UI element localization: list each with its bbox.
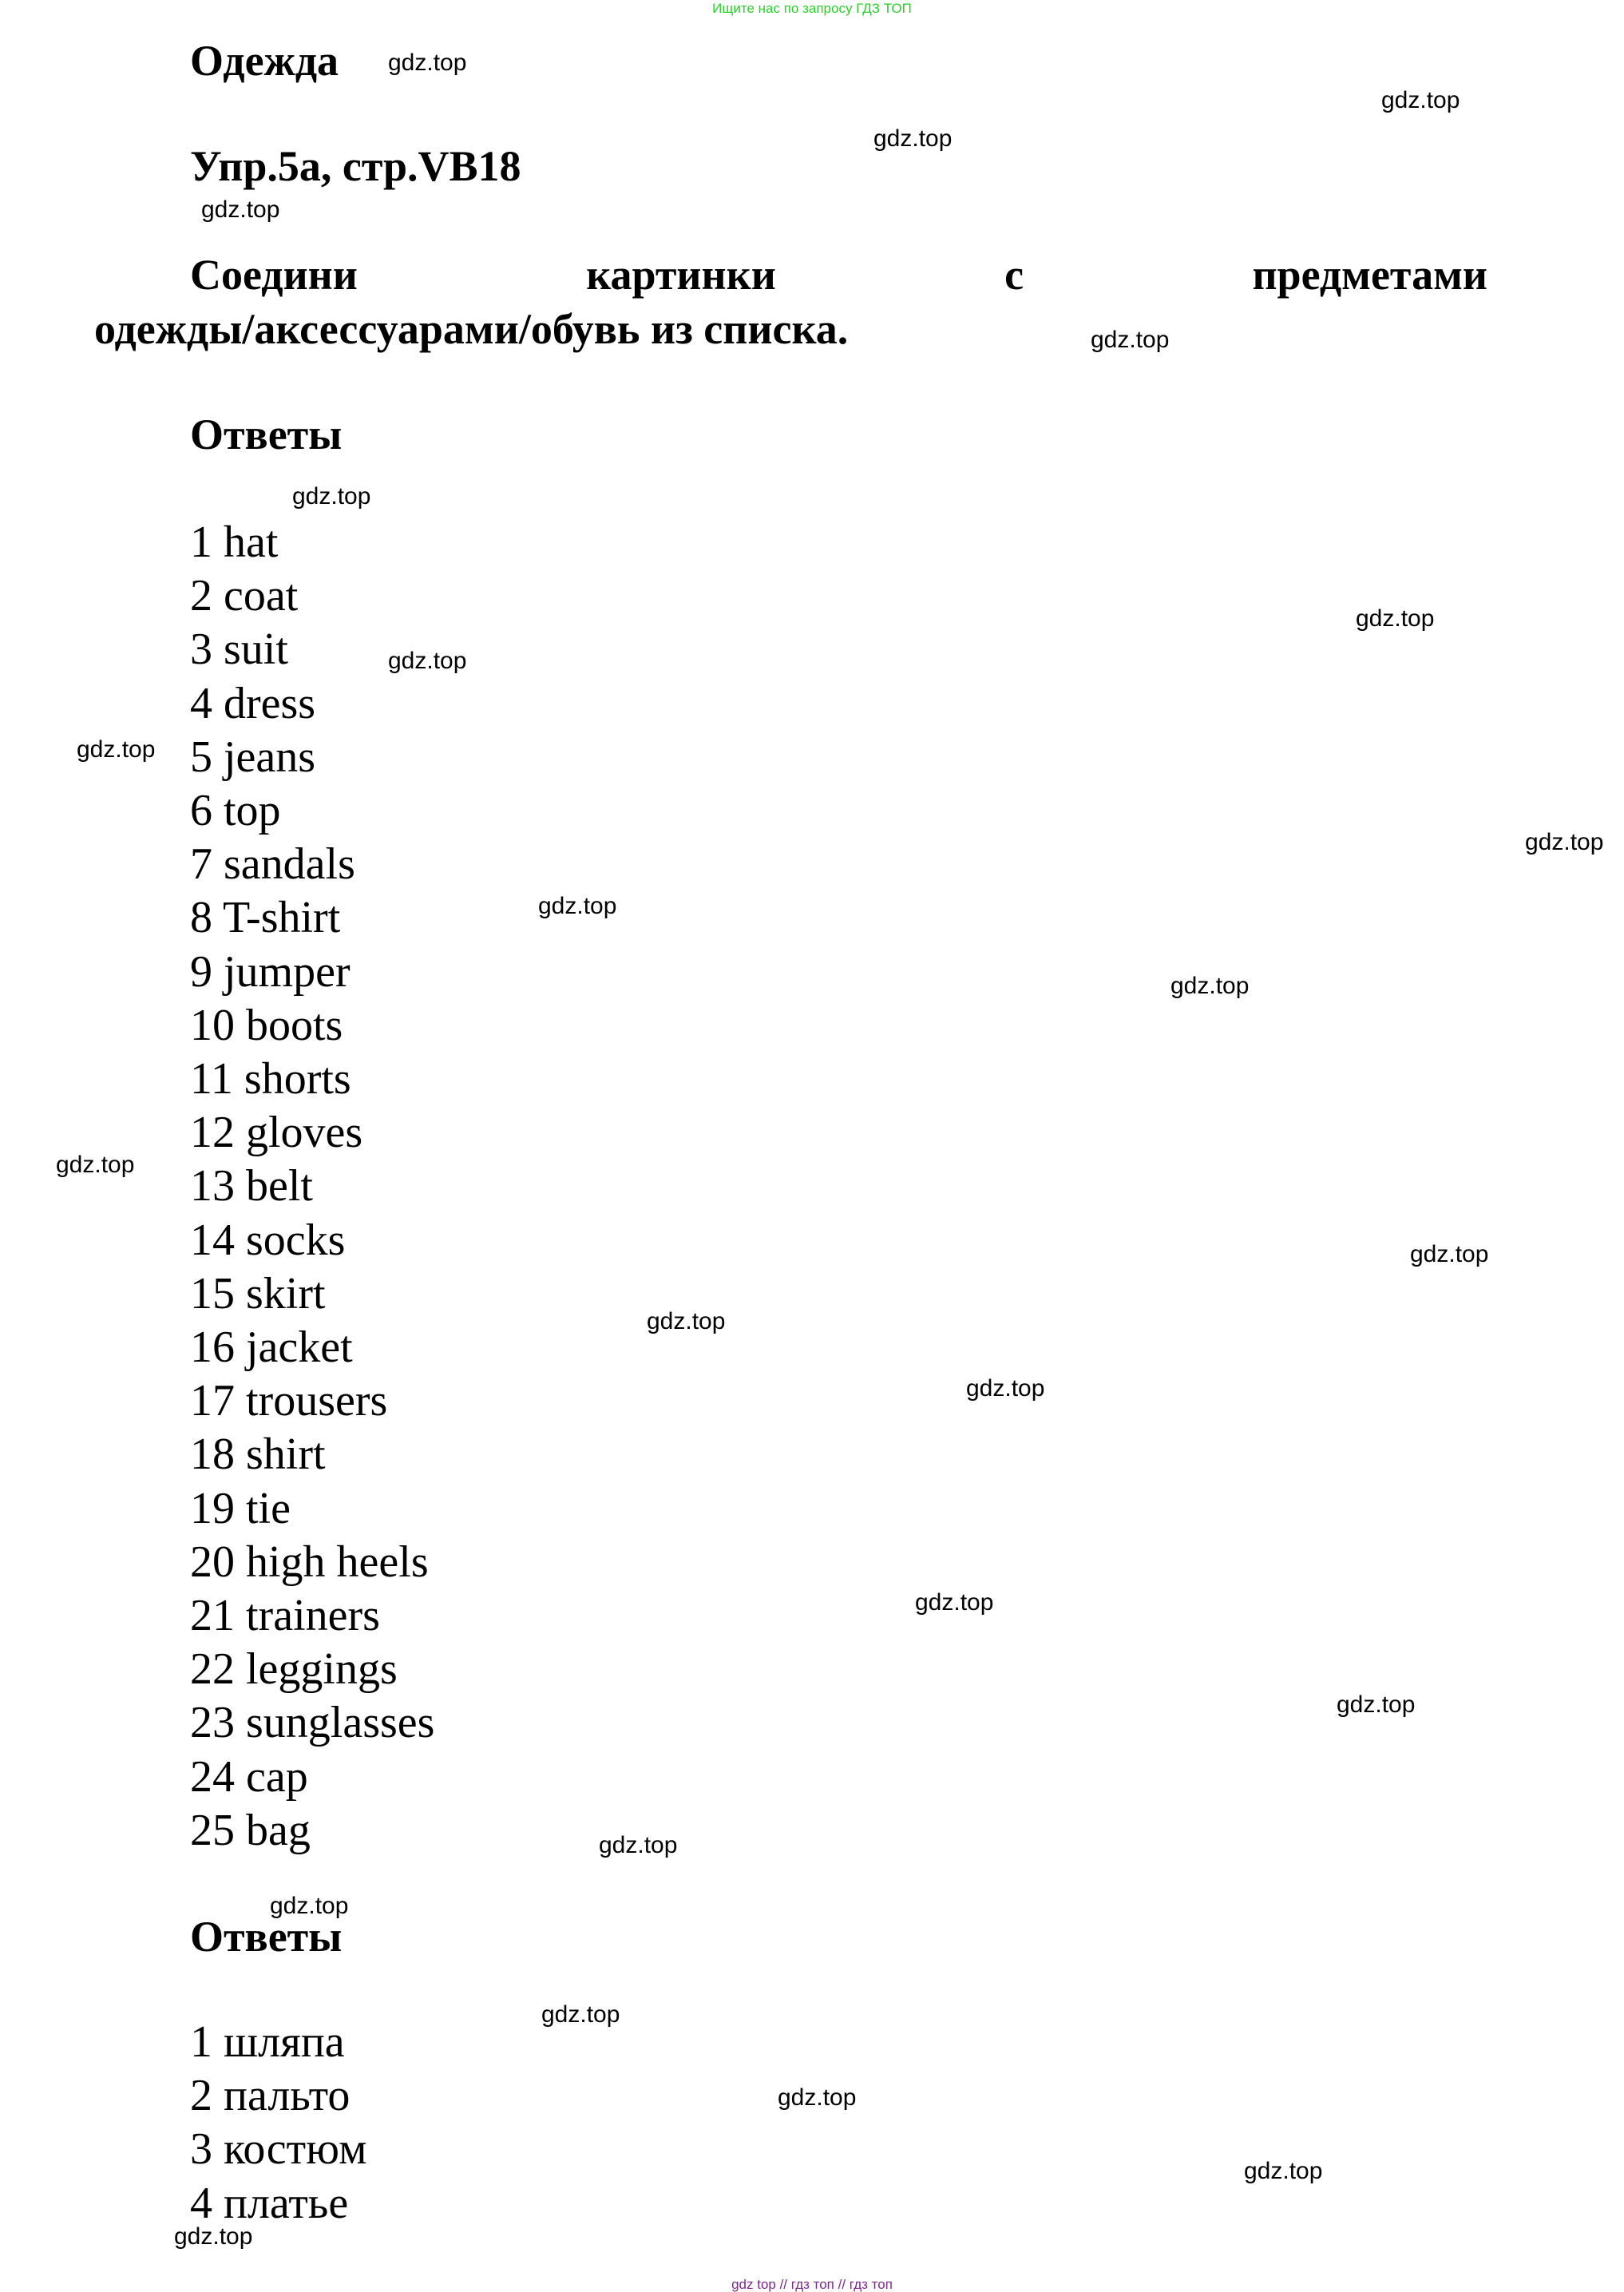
list-item: 8 T-shirt	[190, 893, 341, 943]
instruction-line-2: одежды/аксессуарами/обувь из списка.	[94, 305, 849, 353]
answers-list-en	[190, 516, 434, 1858]
watermark: gdz.top	[1091, 327, 1170, 353]
watermark: gdz.top	[873, 125, 953, 152]
list-item: 19 tie	[190, 1483, 291, 1533]
watermark: gdz.top	[270, 1893, 349, 1919]
watermark: gdz.top	[1244, 2158, 1323, 2184]
instruction-word: с	[1004, 251, 1024, 299]
watermark: gdz.top	[292, 483, 371, 510]
watermark: gdz.top	[56, 1152, 135, 1178]
watermark: gdz.top	[599, 1832, 678, 1858]
list-item: 9 jumper	[190, 946, 351, 997]
watermark: gdz.top	[1170, 973, 1250, 999]
watermark: gdz.top	[388, 50, 467, 76]
list-item: 14 socks	[190, 1215, 346, 1265]
watermark: gdz.top	[174, 2223, 253, 2250]
list-item: 25 bag	[190, 1805, 311, 1855]
watermark: gdz.top	[1525, 829, 1604, 855]
instruction-word: картинки	[586, 251, 776, 299]
watermark: gdz.top	[77, 736, 156, 763]
list-item: 11 shorts	[190, 1054, 351, 1104]
list-item: 15 skirt	[190, 1268, 326, 1318]
answers-heading-en: Ответы	[190, 410, 343, 458]
list-item: 3 suit	[190, 625, 288, 675]
list-item: 3 костюм	[190, 2124, 367, 2175]
watermark: gdz.top	[915, 1589, 994, 1616]
watermark: gdz.top	[541, 2001, 620, 2028]
watermark: gdz.top	[388, 648, 467, 674]
list-item: 1 hat	[190, 517, 279, 567]
instruction-text	[94, 248, 1487, 356]
list-item: 6 top	[190, 786, 281, 836]
list-item: 16 jacket	[190, 1322, 353, 1373]
list-item: 1 шляпа	[190, 2017, 345, 2067]
answers-list-ru	[190, 2016, 367, 2231]
instruction-word: Соедини	[190, 251, 358, 299]
list-item: 23 sunglasses	[190, 1698, 435, 1748]
watermark: gdz.top	[1410, 1241, 1489, 1267]
list-item: 12 gloves	[190, 1108, 363, 1158]
list-item: 21 trainers	[190, 1591, 380, 1641]
watermark: gdz.top	[1356, 605, 1435, 632]
answers-heading-ru: Ответы	[190, 1913, 343, 1961]
list-item: 18 shirt	[190, 1430, 326, 1480]
list-item: 22 leggings	[190, 1644, 398, 1695]
list-item: 2 пальто	[190, 2071, 351, 2121]
list-item: 2 coat	[190, 571, 299, 621]
exercise-heading: Упр.5а, стр.VB18	[190, 142, 521, 190]
list-item: 24 cap	[190, 1751, 308, 1802]
watermark: gdz.top	[1381, 87, 1460, 113]
watermark: gdz.top	[1337, 1691, 1416, 1718]
list-item: 20 high heels	[190, 1537, 429, 1587]
list-item: 13 belt	[190, 1161, 313, 1211]
list-item: 10 boots	[190, 1000, 343, 1050]
instruction-word: предметами	[1252, 251, 1487, 299]
watermark: gdz.top	[201, 196, 280, 223]
list-item: 4 платье	[190, 2178, 349, 2228]
list-item: 4 dress	[190, 678, 316, 728]
watermark: gdz.top	[538, 893, 617, 919]
list-item: 7 sandals	[190, 839, 355, 890]
list-item: 5 jeans	[190, 732, 316, 782]
watermark: gdz.top	[778, 2084, 857, 2111]
watermark: gdz.top	[966, 1375, 1045, 1402]
watermark: gdz.top	[647, 1308, 726, 1334]
top-banner: Ищите нас по запросу ГДЗ ТОП	[712, 1, 912, 16]
bottom-banner: gdz top // гдз топ // гдз топ	[731, 2277, 893, 2292]
list-item: 17 trousers	[190, 1376, 388, 1426]
page-title: Одежда	[190, 37, 339, 85]
